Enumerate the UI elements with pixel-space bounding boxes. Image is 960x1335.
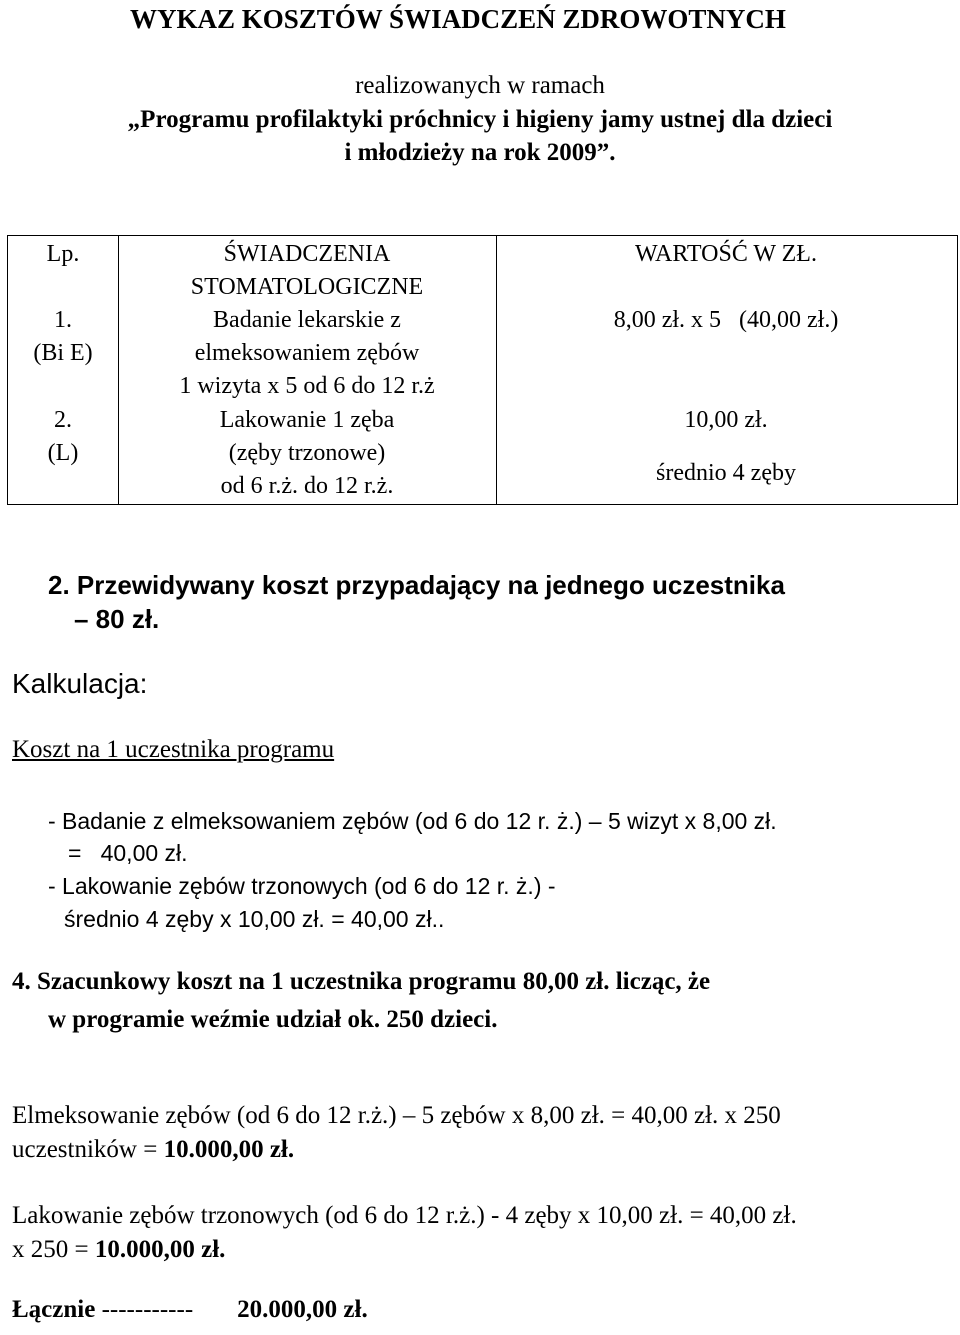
grand-total-value: 20.000,00 zł. bbox=[237, 1296, 368, 1323]
kalkulacja-heading: Kalkulacja: bbox=[12, 668, 148, 699]
elmeksowanie-total: 10.000,00 zł. bbox=[163, 1136, 295, 1163]
grand-total-label: Łącznie bbox=[12, 1296, 96, 1323]
kalkulacja-item-2: - Lakowanie zębów trzonowych (od 6 do 12 r. ż.) - bbox=[48, 873, 556, 899]
table-row-1-value: 8,00 zł. x 5 (40,00 zł.) bbox=[613, 307, 839, 333]
cost-table bbox=[7, 235, 958, 505]
grand-total-dashes: ----------- bbox=[95, 1296, 194, 1323]
kalkulacja-item-1-result: = 40,00 zł. bbox=[68, 840, 188, 866]
table-row-2-value: 10,00 zł. średnio 4 zęby bbox=[656, 407, 796, 486]
kalkulacja-subheading: Koszt na 1 uczestnika programu bbox=[12, 736, 335, 763]
table-header-value: WARTOŚĆ W ZŁ. bbox=[635, 241, 817, 267]
lakowanie-total: 10.000,00 zł. bbox=[94, 1236, 226, 1263]
table-header-lp: Lp. bbox=[46, 241, 80, 267]
elmeksowanie-calc-line-1: Elmeksowanie zębów (od 6 do 12 r.ż.) – 5 zębów x 8,00 zł. = 40,00 zł. x 250 bbox=[12, 1102, 781, 1129]
kalkulacja-item-2-result: średnio 4 zęby x 10,00 zł. = 40,00 zł.. bbox=[64, 906, 445, 932]
elmeksowanie-calc-line-2: uczestników = 10.000,00 zł. bbox=[12, 1136, 295, 1163]
subtitle-line-1: realizowanych w ramach bbox=[355, 72, 605, 99]
subtitle-line-3: i młodzieży na rok 2009”. bbox=[344, 139, 616, 166]
document-title: WYKAZ KOSZTÓW ŚWIADCZEŃ ZDROWOTNYCH bbox=[130, 4, 786, 34]
table-row-2-lp: 2. (L) bbox=[47, 407, 79, 466]
lakowanie-calc-line-1: Lakowanie zębów trzonowych (od 6 do 12 r.ż.) - 4 zęby x 10,00 zł. = 40,00 zł. bbox=[12, 1202, 797, 1229]
table-row-1-lp: 1. (Bi E) bbox=[33, 307, 93, 366]
grand-total-line bbox=[12, 1296, 368, 1324]
table-row-2-service: Lakowanie 1 zęba (zęby trzonowe) od 6 r.ż. do 12 r.ż. bbox=[219, 407, 395, 499]
table-row-1-service: Badanie lekarskie z elmeksowaniem zębów 1 wizyta x 5 od 6 do 12 r.ż bbox=[179, 307, 435, 399]
section-2-amount: – 80 zł. bbox=[74, 604, 160, 634]
subtitle-line-2: „Programu profilaktyki próchnicy i higieny jamy ustnej dla dzieci bbox=[127, 106, 833, 133]
table-header-service: ŚWIADCZENIA STOMATOLOGICZNE bbox=[190, 241, 424, 300]
kalkulacja-item-1: - Badanie z elmeksowaniem zębów (od 6 do 12 r. ż.) – 5 wizyt x 8,00 zł. bbox=[48, 808, 777, 834]
section-2-heading: 2. Przewidywany koszt przypadający na jednego uczestnika bbox=[48, 570, 785, 600]
lakowanie-calc-line-2: x 250 = 10.000,00 zł. bbox=[12, 1236, 226, 1263]
section-4-line-1: 4. Szacunkowy koszt na 1 uczestnika programu 80,00 zł. licząc, że bbox=[12, 968, 711, 995]
section-4-line-2: w programie weźmie udział ok. 250 dzieci. bbox=[48, 1006, 498, 1033]
